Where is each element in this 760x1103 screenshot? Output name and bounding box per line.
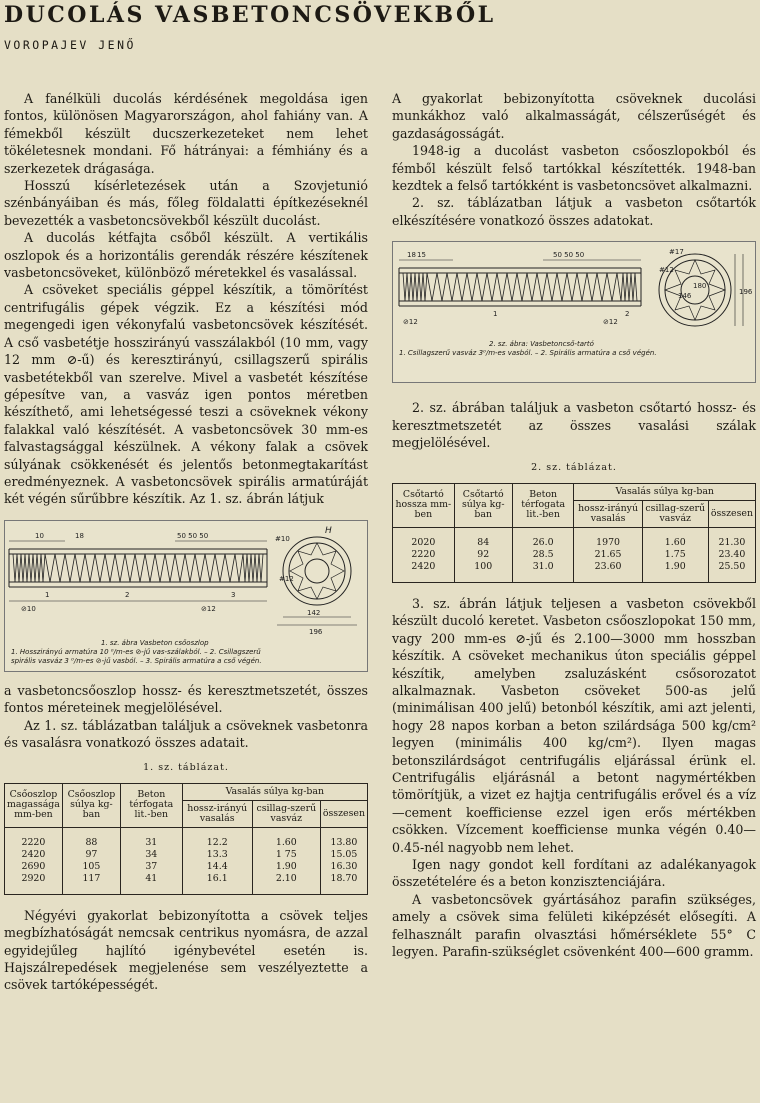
fig2-label: #12 (659, 266, 674, 275)
fig1-label: H (325, 525, 332, 536)
figure-2-drawing (393, 242, 755, 382)
paragraph: A vasbetoncsövek gyártásához parafin szükséges, amely a csövek sima felületi kiképzését elősegíti. A felhasznált parafin olvasztási hőmérséklete 55° C legyen. Parafin-szükséglet csövenként 400—600 gramm. (392, 891, 756, 959)
table-1 (4, 783, 368, 895)
fig1-label: 2 (125, 590, 130, 599)
page-title: DUCOLÁS VASBETONCSÖVEKBŐL (4, 2, 496, 28)
paragraph: A csöveket speciális géppel készítik, a tömörítést centrifugális gépek végzik. Ez a készítési mód megengedi igen vékonyfalú vasbetoncsövek készítését. A cső vasbetétje hosszirányú vasszálakból (10 mm, vagy 12 mm ⊘-ű) és keresztirányú, csillagszerű spirális vasbetétekből van szerelve. Mivel a vasbetét készítése gépesítve van, a vasváz igen pontos méretben készíthető, ami lehetségessé teszi a csöveknek vékony falakkal való készítését. A vasbetoncsövek 30 mm-es falvastagsággal készülnek. A vékony falak a csövek súlyának csökkenését és jelentős betonmegtakarítást eredményeznek. A vasbetoncsövek spirális armatúráját két végén sűrűbbre készítik. Az 1. sz. ábrán látjuk (4, 282, 368, 507)
figure-1 (4, 520, 368, 672)
fig2-label: 146 (678, 292, 692, 301)
fig1-label: 1 (45, 590, 50, 599)
table-row: 2220 92 28.5 21.65 1.75 23.40 (393, 549, 756, 561)
fig2-label: 1 (493, 310, 498, 319)
fig1-label: 142 (307, 608, 321, 617)
table-header: Beton térfogata lit.-ben (512, 483, 574, 527)
fig1-label: #12 (279, 574, 294, 583)
table-row: 2420 97 34 13.3 1 75 15.05 (5, 849, 368, 861)
fig2-label: 15 (417, 251, 426, 260)
table-header: Csőtartó súlya kg-ban (454, 483, 512, 527)
fig2-label: #17 (669, 248, 684, 257)
table-header: Beton térfogata lit.-ben (120, 783, 182, 827)
paragraph: A fanélküli ducolás kérdésének megoldása igen fontos, különösen Magyarországon, ahol fahiány van. A fémekből készült ducszerkezeteket nem lehet tökéletesnek mondani. Fő hátrányai: a fémhiány és a szerkezetek drágasága. (4, 91, 368, 176)
table-row: 2220 88 31 12.2 1.60 13.80 (5, 827, 368, 849)
table-row: 2020 84 26.0 1970 1.60 21.30 (393, 527, 756, 549)
author: VOROPAJEV JENŐ (4, 38, 136, 52)
fig1-label: #10 (275, 534, 290, 543)
table-row: 2420 100 31.0 23.60 1.90 25.50 (393, 561, 756, 583)
fig1-label: 18 (75, 531, 84, 540)
fig2-label: ⊘12 (603, 318, 618, 327)
paragraph: 2. sz. táblázatban látjuk a vasbeton csőtartók elkészítésére vonatkozó összes adatokat. (392, 195, 756, 228)
table-2-title: 2. sz. táblázat. (531, 462, 617, 474)
paragraph: 3. sz. ábrán látjuk teljesen a vasbeton csövekből készült ducoló keretet. Vasbeton csőoszlopokat 150 mm, vagy 200 mm-es ⊘-jű és 2.100—3000 mm hosszban készítik. A csöveket mechanikus úton speciális géppel készítik, amelyben zsaluzásként csősorozatot alkalmaznak. Vasbeton csöveket 500-as jelű (minimálisan 400 jelű) betonból készítik, ami azt jelenti, hogy 28 napos korban a beton szilárdsága 500 kg/cm² legyen (minimális 400 kg/cm²). Ilyen magas betonszilárdságot centrifugális eljárással érünk el. Centrifugális eljárásnál a betont nagymértékben tömörítjük, a vizet ez hajtja centrifugális erővel és a víz—cement koefficiense ezzel igen erős mértékben csökken. Vízcement koefficiense munka végén 0.40—0.45-nél nagyobb nem lehet. (392, 595, 756, 855)
table-header: hossz-irányú vasalás (574, 500, 642, 527)
fig2-label: 50 50 50 (553, 251, 585, 260)
fig2-label: ⊘12 (403, 318, 418, 327)
fig2-label: 18 (407, 251, 416, 260)
paragraph: 1948-ig a ducolást vasbeton csőoszlopokból és fémből készült felső tartókkal készítették. 1948-ban kezdtek a felső tartókként is vasbetoncsövet alkalmazni. (392, 143, 756, 194)
figure-1-caption: 1. sz. ábra Vasbeton csőoszlop 1. Hosszirányú armatúra 10 ⁰/m-es ⊘-jű vas-szálakból. – 2. Csillagszerű spirális vasváz 3 ⁰/m-es ⊘-jű vasból. – 3. Spirális armatúra a cső végén. (11, 638, 262, 665)
paragraph: Hosszú kísérletezések után a Szovjetunió szénbányáiban és más, főleg földalatti építkezéseknél bevezették a vasbetoncsövekből készült ducolást. (4, 178, 368, 228)
table-header: Vasalás súlya kg-ban (574, 483, 756, 500)
table-header: összesen (320, 800, 367, 827)
table-header: hossz-irányú vasalás (182, 800, 252, 827)
figure-2-caption: 2. sz. ábra: Vasbetoncső-tartó 1. Csillagszerű vasváz 3⁰/m-es vasból. – 2. Spirális armatúra a cső végén. (399, 340, 657, 358)
fig2-label: 196 (739, 288, 753, 297)
paragraph: 2. sz. ábrában találjuk a vasbeton csőtartó hossz- és keresztmetszetét az összes vasalási szálak megjelölésével. (392, 400, 756, 451)
table-row: 2920 117 41 16.1 2.10 18.70 (5, 873, 368, 895)
table-header: csillag-szerű vasváz (252, 800, 320, 827)
paragraph: Igen nagy gondot kell fordítani az adalékanyagok összetételére és a beton konzisztenciájára. (392, 856, 756, 890)
table-header: összesen (708, 500, 755, 527)
table-header: csillag-szerű vasváz (642, 500, 708, 527)
table-2 (392, 483, 756, 583)
table-header: Csőoszlop magassága mm-ben (5, 783, 63, 827)
left-column (4, 90, 368, 994)
paragraph: Az 1. sz. táblázatban találjuk a csöveknek vasbetonra és vasalásra vonatkozó összes adatait. (4, 717, 368, 750)
table-header: Vasalás súlya kg-ban (182, 783, 367, 800)
right-column (392, 90, 756, 960)
table-row: 2690 105 37 14.4 1.90 16.30 (5, 861, 368, 873)
paragraph: a vasbetoncsőoszlop hossz- és keresztmetszetét, összes fontos méreteinek megjelölésével. (4, 682, 368, 716)
fig2-label: 2 (625, 310, 630, 319)
table-header: Csőoszlop súlya kg-ban (62, 783, 120, 827)
figure-2 (392, 241, 756, 383)
fig1-label: 10 (35, 531, 44, 540)
fig2-label: 180 (693, 282, 707, 291)
table-1-title: 1. sz. táblázat. (143, 762, 229, 774)
fig1-label: ⊘12 (201, 604, 216, 613)
fig1-label: 196 (309, 627, 323, 636)
fig1-label: 50 50 50 (177, 531, 209, 540)
paragraph: A gyakorlat bebizonyította csöveknek ducolási munkákhoz való alkalmasságát, célszerűségét és gazdaságosságát. (392, 91, 756, 141)
paragraph: Négyévi gyakorlat bebizonyította a csövek teljes megbízhatóságát nemcsak centrikus nyomásra, de azzal egyidejűleg hajlító igénybevétel esetén is. Hajszálrepedések megjelenése sem veszélyeztette a csövek tartóképességét. (4, 907, 368, 993)
fig1-label: 3 (231, 590, 236, 599)
fig1-label: ⊘10 (21, 604, 36, 613)
table-header: Csőtartó hossza mm-ben (393, 483, 455, 527)
paragraph: A ducolás kétfajta csőből készült. A vertikális oszlopok és a horizontális gerendák részére készítenek vasbetoncsöveket, különböző méretekkel és vasalással. (4, 230, 368, 281)
